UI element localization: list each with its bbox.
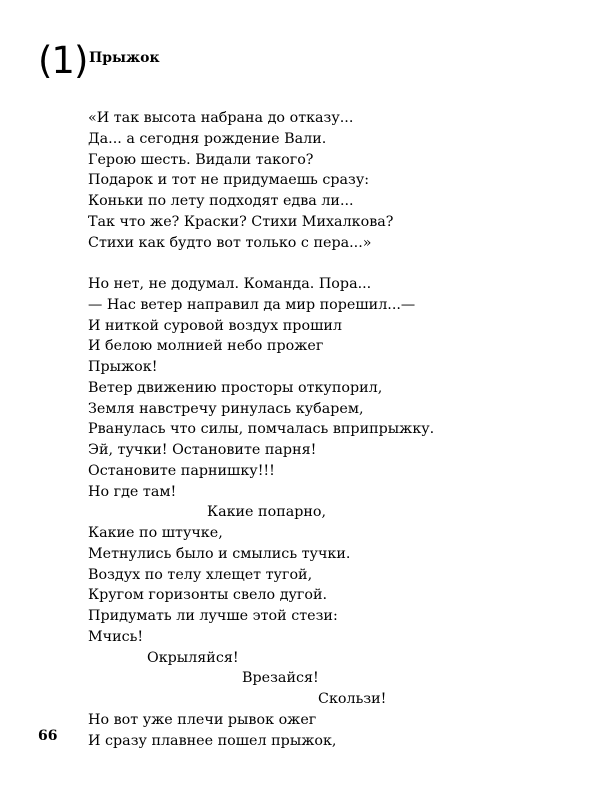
poem-line: Прыжок! <box>88 359 158 375</box>
poem-line: Да... а сегодня рождение Вали. <box>88 130 327 147</box>
poem-line: Коньки по лету подходят едва ли... <box>88 193 354 209</box>
poem-line: Ветер движению просторы откупорил, <box>88 379 383 396</box>
poem-line: Скользи! <box>318 691 387 707</box>
poem-line: Кругом горизонты свело дугой. <box>88 587 328 604</box>
poem-line: Но вот уже плечи рывок ожег <box>88 711 317 728</box>
poem-line: Эй, тучки! Остановите парня! <box>88 442 317 458</box>
poem-line: Но нет, не додумал. Команда. Пора... <box>88 276 372 292</box>
poem-line: «И так высота набрана до отказу... <box>88 110 354 126</box>
poem-line: Окрыляйся! <box>147 649 239 666</box>
poem-line: Мчись! <box>88 628 144 645</box>
poem-line: Какие по штучке, <box>88 525 223 541</box>
poem-line: Какие попарно, <box>207 504 327 521</box>
poem-line: Стихи как будто вот только с пера...» <box>88 234 372 251</box>
poem-line: — Нас ветер направил да мир порешил...— <box>88 296 416 313</box>
poem-line: Придумать ли лучше этой стези: <box>88 608 338 624</box>
poem-line: Подарок и тот не придумаешь сразу: <box>88 172 370 189</box>
poem-line: Рванулась что силы, помчалась вприпрыжку. <box>88 421 435 438</box>
poem-line: И белою молнией небо прожег <box>88 338 324 355</box>
poem-line: Так что же? Краски? Стихи Михалкова? <box>88 213 394 230</box>
page-number: 66 <box>38 728 58 744</box>
stanza-2 <box>88 274 434 751</box>
poem-line: И сразу плавнее пошел прыжок, <box>88 732 337 749</box>
poem-line: Врезайся! <box>242 670 319 687</box>
poem-line: Земля навстречу ринулась кубарем, <box>88 400 364 417</box>
poem-body <box>88 108 434 751</box>
poem-line: Остановите парнишку!!! <box>88 462 275 479</box>
poem-line: Герою шесть. Видали такого? <box>88 151 314 168</box>
poem-line: И ниткой суровой воздух прошил <box>88 317 342 334</box>
poem-line: Метнулись было и смылись тучки. <box>88 545 351 562</box>
poem-title: Прыжок <box>89 50 160 66</box>
stanza-break <box>88 253 434 274</box>
stanza-1 <box>88 108 434 253</box>
section-number: (1) <box>38 39 88 82</box>
poem-line: Воздух по телу хлещет тугой, <box>88 566 313 583</box>
poem-line: Но где там! <box>88 483 177 500</box>
